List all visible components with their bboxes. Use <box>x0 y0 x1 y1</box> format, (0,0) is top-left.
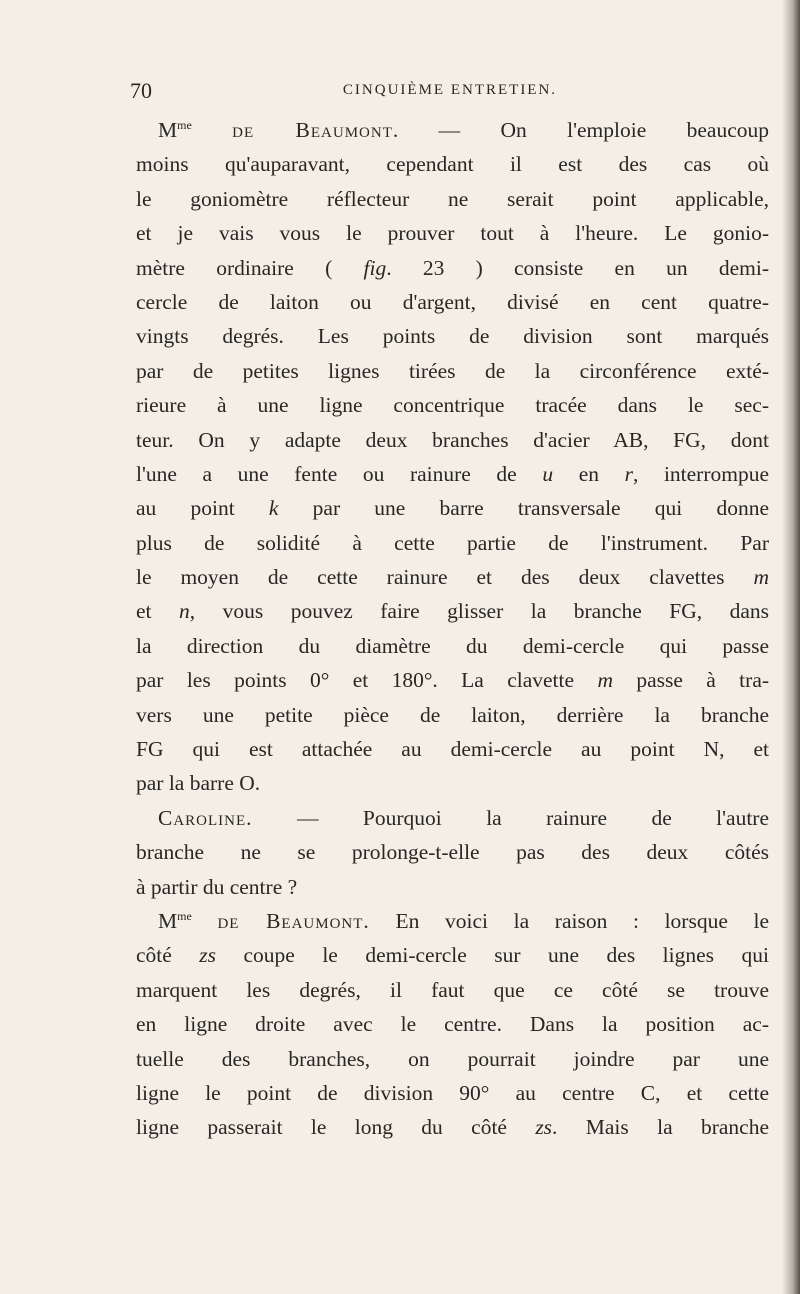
text-fragment: , vous pouvez faire glisser la branche FG, dans <box>189 599 769 624</box>
body-text <box>136 113 769 1145</box>
page-header <box>130 78 770 108</box>
speaker-title-superscript: me <box>177 118 192 132</box>
text-line: à partir du centre ? <box>136 874 298 899</box>
variable-zs: zs <box>535 1115 553 1140</box>
text-line <box>136 594 769 628</box>
text-fragment: et <box>136 599 152 624</box>
text-line: vers une petite pièce de laiton, derrière la branche <box>136 702 769 727</box>
text-line <box>136 251 769 285</box>
running-head: CINQUIÈME ENTRETIEN. <box>342 82 558 98</box>
variable-n: n <box>179 599 190 624</box>
text-line <box>136 491 769 525</box>
text-fragment: . Mais la branche <box>552 1115 769 1140</box>
text-line: marquent les degrés, il faut que ce côté se trouve <box>136 977 769 1002</box>
text-line <box>136 938 769 972</box>
text-fragment: le moyen de cette rainure et des deux clavettes <box>136 565 725 590</box>
text-line: rieure à une ligne concentrique tracée dans le sec- <box>136 393 769 418</box>
variable-r: r <box>624 461 633 486</box>
text-fragment: ligne passerait le long du côté <box>136 1115 507 1140</box>
speaker-name: de Beaumont <box>232 118 393 142</box>
text-line: le goniomètre réflecteur ne serait point applicable, <box>136 186 769 211</box>
text-line: teur. On y adapte deux branches d'acier AB, FG, dont <box>136 427 769 452</box>
text-line: FG qui est attachée au demi-cercle au point N, et <box>136 737 769 762</box>
text-fragment: , interrompue <box>632 461 770 486</box>
text-line: cercle de laiton ou d'argent, divisé en cent quatre- <box>136 289 769 314</box>
text-line <box>136 457 769 491</box>
text-fragment: mètre ordinaire ( <box>136 255 333 280</box>
text-line <box>136 560 769 594</box>
text-fragment: — Pourquoi la rainure de l'autre <box>296 805 770 830</box>
text-line <box>136 801 769 835</box>
text-fragment: En voici la raison : lorsque le <box>395 908 770 933</box>
text-line: la direction du diamètre du demi-cercle qui passe <box>136 633 769 658</box>
text-line: $M^{me}$ de Beaumont. — On l'emploie beaucoup <box>158 118 769 142</box>
text-line <box>136 904 769 938</box>
variable-m: m <box>753 565 769 590</box>
speaker-title: M <box>158 118 178 142</box>
speaker-name: Caroline. <box>158 805 253 830</box>
page-edge-shadow <box>782 0 800 1294</box>
figure-reference: fig <box>363 255 387 280</box>
variable-zs: zs <box>199 943 217 968</box>
text-fragment: au point <box>136 496 235 521</box>
text-fragment: par une barre transversale qui donne <box>312 496 769 521</box>
text-line <box>136 1110 769 1144</box>
text-fragment: passe à tra- <box>636 668 770 693</box>
text-line: par la barre O. <box>136 771 261 796</box>
variable-u: u <box>542 461 554 486</box>
text-fragment: — On l'emploie beaucoup <box>438 118 769 142</box>
text-fragment: coupe le demi-cercle sur une des lignes qui <box>243 943 769 968</box>
text-line: vingts degrés. Les points de division sont marqués <box>136 324 769 349</box>
text-line: ligne le point de division 90° au centre C, et cette <box>136 1080 769 1105</box>
text-line: plus de solidité à cette partie de l'instrument. Par <box>136 530 769 555</box>
speaker-name: de Beaumont. <box>217 908 370 933</box>
text-fragment: l'une a une fente ou rainure de <box>136 461 517 486</box>
text-fragment: en <box>578 461 599 486</box>
text-line: en ligne droite avec le centre. Dans la position ac- <box>136 1012 769 1037</box>
speaker-title-superscript: me <box>177 908 192 923</box>
text-fragment: . 23 ) consiste en un demi- <box>386 255 770 280</box>
page-number: 70 <box>130 78 152 103</box>
variable-k: k <box>268 496 279 521</box>
text-line: par de petites lignes tirées de la circonférence exté- <box>136 358 769 383</box>
text-line: branche ne se prolonge-t-elle pas des deux côtés <box>136 840 769 865</box>
text-line <box>136 663 769 697</box>
text-fragment: par les points 0° et 180°. La clavette <box>136 668 575 693</box>
variable-m: m <box>597 668 613 693</box>
speaker-title: M <box>158 908 178 933</box>
text-line: et je vais vous le prouver tout à l'heure. Le gonio- <box>136 221 769 246</box>
text-line: moins qu'auparavant, cependant il est des cas où <box>136 152 769 177</box>
text-line: tuelle des branches, on pourrait joindre par une <box>136 1046 769 1071</box>
text-fragment: côté <box>136 943 172 968</box>
